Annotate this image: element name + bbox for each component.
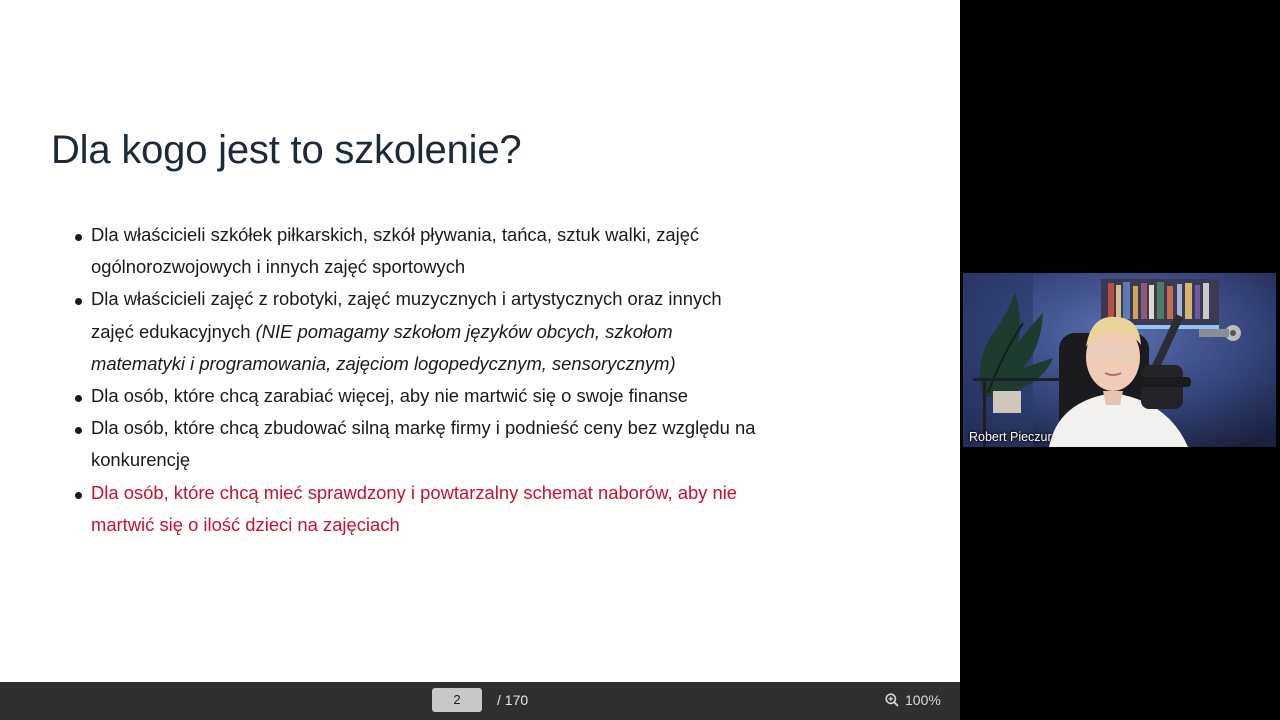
bullet-item [76,412,766,476]
bullet-dot-icon [75,298,82,305]
bullet-item-highlighted [76,477,766,541]
zoom-in-icon[interactable] [885,693,899,707]
participant-video[interactable] [963,273,1276,447]
bullet-item [76,283,766,380]
bullet-text: Dla osób, które chcą zarabiać więcej, aby nie martwić się o swoje finanse [91,385,688,407]
bullet-list [76,219,766,541]
page-total: / 170 [497,692,529,708]
bullet-text: Dla właścicieli szkółek piłkarskich, szkół pływania, tańca, sztuk walki, zajęć ogólnorozwojowych i innych zajęć sportowych [91,224,700,278]
viewer-toolbar [0,682,960,720]
bullet-dot-icon [75,492,82,499]
bullet-item [76,219,766,283]
video-frame [963,273,1276,447]
bullet-dot-icon [75,395,82,402]
page-number-input[interactable]: 2 [432,688,482,712]
bullet-text: Dla osób, które chcą zbudować silną markę firmy i podnieść ceny bez względu na konkurencję [91,417,756,471]
bullet-dot-icon [75,234,82,241]
zoom-control[interactable] [885,692,941,708]
slide-title: Dla kogo jest to szkolenie? [51,128,522,172]
zoom-level: 100% [905,692,941,708]
participant-name: Robert Pieczur [969,430,1052,444]
bullet-dot-icon [75,427,82,434]
bullet-item [76,380,766,412]
bullet-text: Dla osób, które chcą mieć sprawdzony i powtarzalny schemat naborów, aby nie martwić się o ilość dzieci na zajęciach [91,481,738,535]
bullet-text: Dla właścicieli zajęć z robotyki, zajęć muzycznych i artystycznych oraz innych zajęć edukacyjnych [91,288,722,342]
bullet-note: (NIE pomagamy szkołom języków obcych, szkołom matematyki i programowania, zajęciom logopedycznym, sensorycznym) [91,320,676,374]
